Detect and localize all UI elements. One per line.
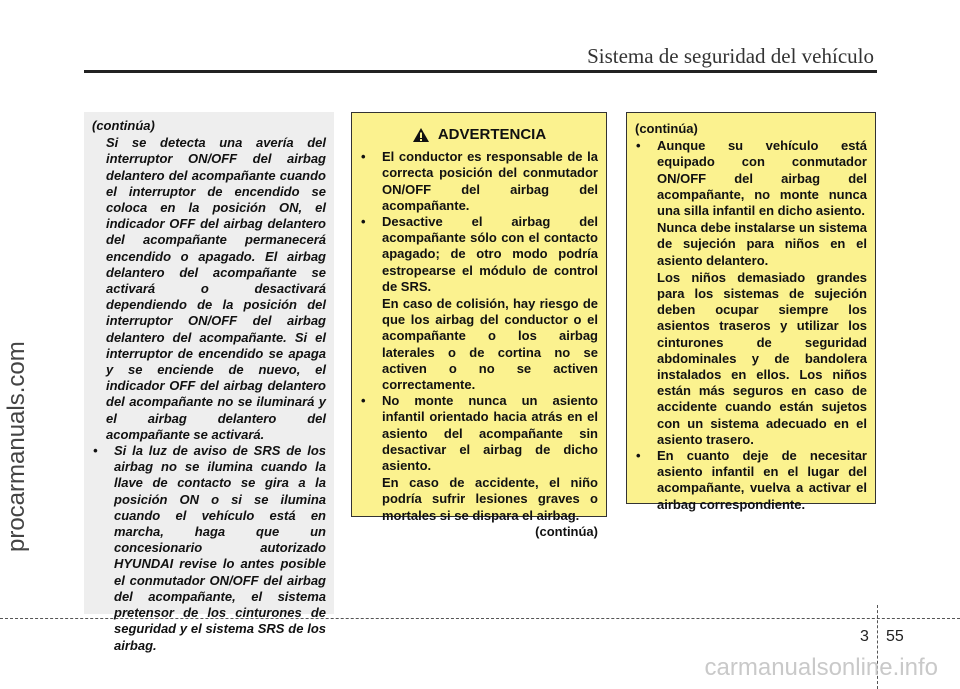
chapter-number: 3 (860, 628, 869, 645)
warning-header (360, 127, 598, 143)
note-bullet-text: Si la luz de aviso de SRS de los airbag no se ilumina cuando la llave de contacto se gira a la posición ON o si se ilumina cuando el vehículo está en marcha, haga que un concesionario autorizado HYUNDAI revise lo antes posible el conmutador ON/OFF del airbag del acompañante, el sistema pretensor de los cinturones de seguridad y el sistema SRS de los airbag. (114, 443, 326, 653)
warning-box (351, 112, 607, 539)
bottom-watermark: carmanualsonline.info (704, 654, 938, 681)
warning-bullet (635, 448, 867, 513)
warning-subparagraph: Los niños demasiado grandes para los sistemas de sujeción deben ocupar siempre los asientos traseros y utilizar los cinturones de seguridad abdominales y de bandolera instalados en ellos. Los niños están más seguros en caso de accidente cuando están sujetos con un sistema adecuado en el asiento trasero. (657, 269, 867, 447)
warning-bullet-text: En cuanto deje de necesitar asiento infantil en el lugar del acompañante, vuelva a activar el airbag correspondiente. (657, 448, 867, 512)
warning-box-continued (626, 112, 876, 512)
note-box (84, 112, 334, 653)
bullet-dot: • (361, 393, 366, 409)
warning-subparagraph: En caso de accidente, el niño podría sufrir lesiones graves o mortales si se dispara el airbag. (382, 475, 598, 523)
continued-label: (continúa) (92, 118, 155, 133)
bullet-dot: • (93, 443, 98, 459)
warning-bullet-text: El conductor es responsable de la correcta posición del conmutador ON/OFF del airbag del acompañante. (382, 149, 598, 213)
warning-bullet-text: No monte nunca un asiento infantil orientado hacia atrás en el asiento del acompañante sin desactivar el airbag de dicho asiento. (382, 393, 598, 474)
continued-label: (continúa) (635, 121, 698, 136)
warning-bullet-text: Desactive el airbag del acompañante sólo con el contacto apagado; de otro modo podría estropearse el módulo de control de SRS. (382, 214, 598, 294)
note-bullet (92, 443, 326, 654)
warning-bullet-text: Aunque su vehículo está equipado con conmutador ON/OFF del airbag del acompañante, no monte nunca una silla infantil en dicho asiento. (657, 138, 867, 219)
warning-subparagraph: Nunca debe instalarse un sistema de sujeción para niños en el asiento delantero. (657, 220, 867, 268)
bullet-dot: • (636, 138, 641, 154)
warning-title: ADVERTENCIA (437, 126, 547, 143)
warning-bullet (360, 393, 598, 474)
header-rule (84, 70, 877, 73)
bullet-dot: • (361, 214, 366, 230)
continued-label: (continúa) (535, 523, 598, 539)
warning-bullet (635, 138, 867, 219)
warning-triangle-icon (412, 127, 430, 143)
note-paragraph: Si se detecta una avería del interruptor ON/OFF del airbag delantero del acompañante cuando el interruptor de encendido se coloca en la posición ON, el indicador OFF del airbag delantero del acompañante permanecerá encendido o apagado. El airbag delantero del acompañante se activará o desactivará dependiendo de la posición del interruptor ON/OFF del airbag delantero del acompañante. Si el interruptor de encendido se apaga y se enciende de nuevo, el indicador OFF del airbag delantero del acompañante no se iluminará y el airbag delantero del acompañante se activará. (106, 135, 326, 442)
side-watermark-text: procarmanuals.com (3, 341, 30, 552)
footer-rule (0, 618, 960, 619)
bullet-dot: • (636, 448, 641, 464)
page-header-title: Sistema de seguridad del vehículo (587, 44, 874, 68)
page-number: 55 (886, 628, 904, 645)
warning-bullet (360, 149, 598, 214)
warning-subparagraph: En caso de colisión, hay riesgo de que los airbag del conductor o el acompañante o los airbag laterales o de cortina no se activen o no se activen correctamente. (382, 296, 598, 393)
bullet-dot: • (361, 149, 366, 165)
warning-bullet (360, 214, 598, 295)
